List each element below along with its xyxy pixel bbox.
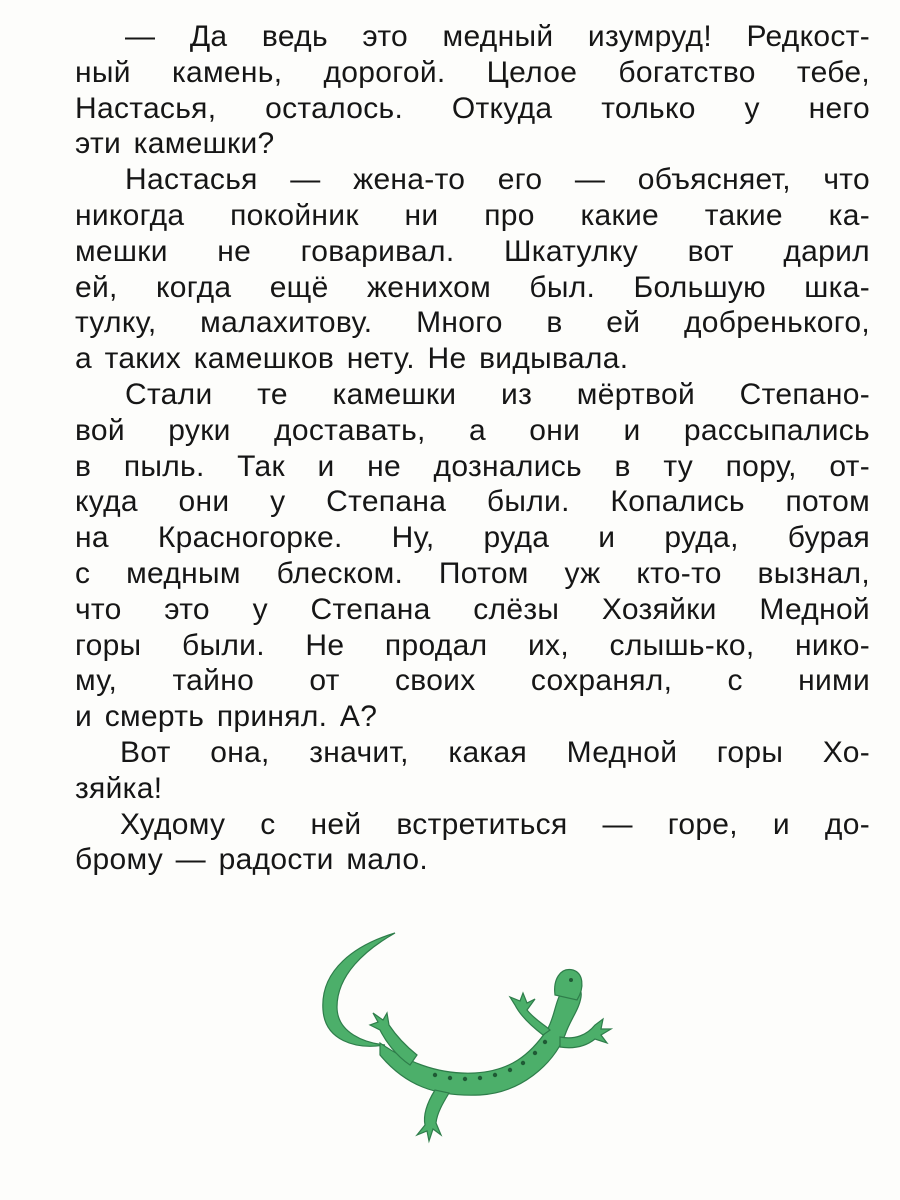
page-text <box>75 19 870 878</box>
text-line: и смерть принял. А? <box>75 700 378 734</box>
text-line: мешки не говаривал. Шкатулку вот дарил <box>75 234 870 268</box>
text-line: Худому с ней встретиться — горе, и до- <box>120 807 870 841</box>
text-line: никогда покойник ни про какие такие ка- <box>75 198 870 232</box>
text-line: с медным блеском. Потом уж кто-то вызнал, <box>75 556 870 590</box>
text-line: зяйка! <box>75 771 163 805</box>
text-line: брому — радости мало. <box>75 843 429 877</box>
lizard-illustration <box>315 925 625 1150</box>
text-line: Вот она, значит, какая Медной горы Хо- <box>120 735 870 769</box>
paragraph <box>75 162 870 377</box>
paragraph <box>75 735 870 807</box>
text-line: ный камень, дорогой. Целое богатство тебе, <box>75 55 870 89</box>
text-line: эти камешки? <box>75 127 275 161</box>
paragraph <box>75 807 870 879</box>
text-line: тулку, малахитову. Много в ей добренького, <box>75 306 870 340</box>
text-line: что это у Степана слёзы Хозяйки Медной <box>75 592 870 626</box>
text-line: в пыль. Так и не дознались в ту пору, от- <box>75 449 870 483</box>
text-line: а таких камешков нету. Не видывала. <box>75 342 629 376</box>
text-line: му, тайно от своих сохранял, с ними <box>75 664 870 698</box>
text-line: на Красногорке. Ну, руда и руда, бурая <box>75 521 870 555</box>
text-line: Настасья — жена-то его — объясняет, что <box>125 163 870 197</box>
text-line: Стали те камешки из мёртвой Степано- <box>125 377 870 411</box>
paragraph <box>75 19 870 162</box>
text-line: — Да ведь это медный изумруд! Редкост- <box>125 20 870 53</box>
paragraph <box>75 377 870 735</box>
text-line: куда они у Степана были. Копались потом <box>75 485 870 519</box>
text-line: Настасья, осталось. Откуда только у него <box>75 91 870 125</box>
text-line: вой руки доставать, а они и рассыпались <box>75 413 870 447</box>
text-line: горы были. Не продал их, слышь-ко, нико- <box>75 628 870 662</box>
text-line: ей, когда ещё женихом был. Большую шка- <box>75 270 870 304</box>
